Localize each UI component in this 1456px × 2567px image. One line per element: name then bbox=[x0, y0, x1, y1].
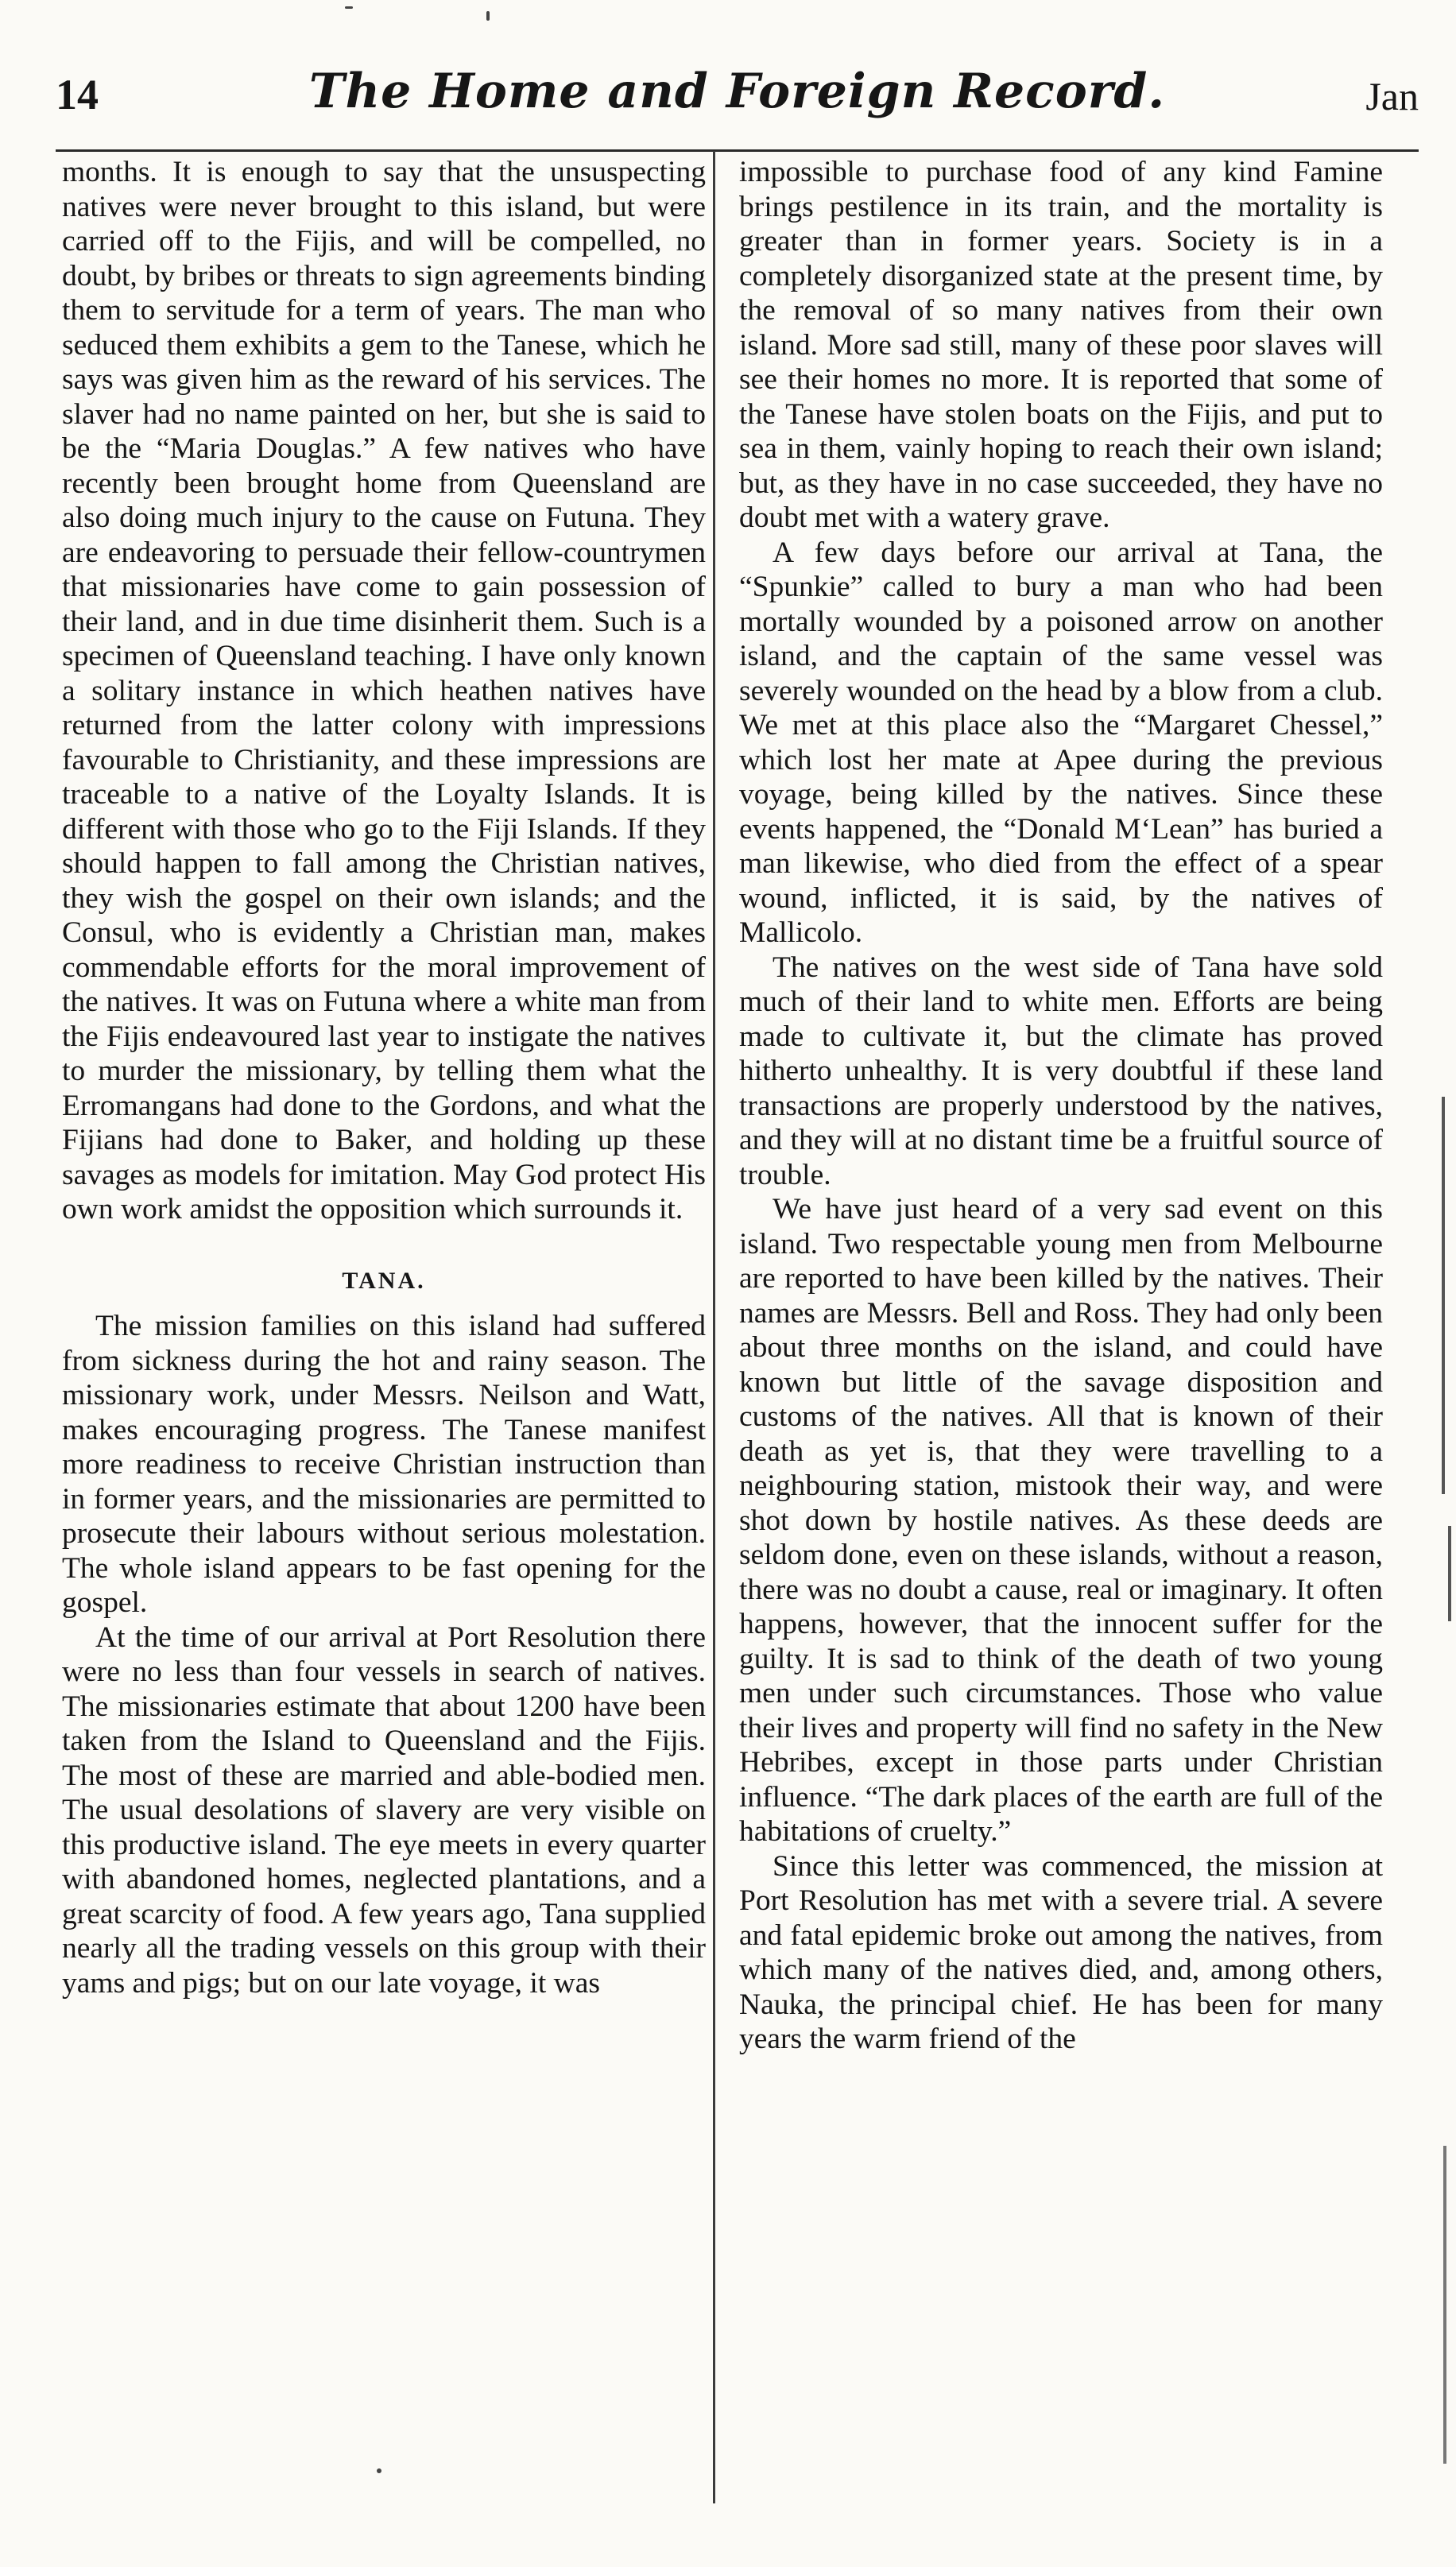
running-title: The Home and Foreign Record. bbox=[308, 64, 1166, 119]
body-paragraph: We have just heard of a very sad event on this island. Two respectable young men from Melbourne are reported to have been killed by the natives. Their names are Messrs. Bell and Ross. They had only been about three months on the island, and could have known but little of the savage disposition and customs of the natives. All that is known of their death as yet is, that they were travelling to a neighbouring station, mistook their way, and were shot down by hostile natives. As these deeds are seldom done, even on these islands, without a reason, there was no doubt a cause, real or imaginary. It often happens, however, that the innocent suffer for the guilty. It is sad to think of the death of two young men under such circumstances. Those who value their lives and property will find no safety in the New Hebribes, except in those parts under Christian influence. “The dark places of the earth are full of the habitations of cruelty.” bbox=[739, 1193, 1383, 1848]
body-paragraph: The natives on the west side of Tana have sold much of their land to white men. Efforts are being made to cultivate it, but the climate has proved hitherto unhealthy. It is very doubtful if these land transactions are properly understood by the natives, and they will at no distant time be a fruitful source of trouble. bbox=[739, 951, 1383, 1191]
page-number: 14 bbox=[56, 71, 99, 118]
binding-edge-mark bbox=[1443, 2146, 1446, 2464]
body-paragraph: months. It is enough to say that the unsuspecting natives were never brought to this island, but were carried off to the Fijis, and will be compelled, no doubt, by bribes or threats to sign agreements binding them to servitude for a term of years. The man who seduced them exhibits a gem to the Tanese, which he says was given him as the reward of his services. The slaver had no name painted on her, but she is said to be the “Maria Douglas.” A few natives who have recently been brought home from Queensland are also doing much injury to the cause on Futuna. They are endeavoring to persuade their fellow-countrymen that missionaries have come to gain possession of their land, and in due time disinherit them. Such is a specimen of Queensland teaching. I have only known a solitary instance in which heathen natives have returned from the latter colony with impressions favourable to Christianity, and these impressions are traceable to a native of the Loyalty Islands. It is different with those who go to the Fiji Islands. If they should happen to fall among the Christian natives, they wish the gospel on their own islands; and the Consul, who is evidently a Christian man, makes commendable efforts for the moral improvement of the natives. It was on Futuna where a white man from the Fijis endeavoured last year to instigate the natives to murder the missionary, by telling them what the Erromangans had done to the Gordons, and what the Fijians had done to Baker, and holding up these savages as models for imitation. May God protect His own work amidst the opposition which surrounds it. bbox=[62, 156, 706, 1225]
body-paragraph: A few days before our arrival at Tana, the “Spunkie” called to bury a man who had been mortally wounded by a poisoned arrow on another island, and the captain of the same vessel was severely wounded on the head by a blow from a club. We met at this place also the “Margaret Chessel,” which lost her mate at Apee during the previous voyage, being killed by the natives. Since these events happened, the “Donald M‘Lean” has buried a man likewise, who died from the effect of a spear wound, inflicted, it is said, by the natives of Mallicolo. bbox=[739, 536, 1383, 949]
body-paragraph: At the time of our arrival at Port Resolution there were no less than four vessels in search of natives. The missionaries estimate that about 1200 have been taken from the Island to Queensland and the Fijis. The most of these are married and able-bodied men. The usual desolations of slavery are very visible on this productive island. The eye meets in every quarter with abandoned homes, neglected plantations, and a great scarcity of food. A few years ago, Tana supplied nearly all the trading vessels on this group with their yams and pigs; but on our late voyage, it was bbox=[62, 1620, 706, 2000]
left-column bbox=[62, 155, 706, 2000]
binding-edge-mark bbox=[1442, 1097, 1445, 1494]
body-paragraph: The mission families on this island had suffered from sickness during the hot and rainy season. The missionary work, under Messrs. Neilson and Watt, makes encouraging progress. The Tanese manifest more readiness to receive Christian instruction than in former years, and the missionaries are permitted to prosecute their labours without serious molestation. The whole island appears to be fast opening for the gospel. bbox=[62, 1310, 706, 1619]
column-divider bbox=[713, 151, 715, 2503]
section-heading-tana: TANA. bbox=[342, 1267, 426, 1294]
header-month: Jan bbox=[1365, 74, 1419, 118]
right-column bbox=[739, 155, 1383, 2057]
scan-speck bbox=[345, 6, 353, 9]
page-header bbox=[56, 56, 1419, 151]
scan-speck bbox=[486, 11, 490, 21]
body-paragraph: Since this letter was commenced, the mission at Port Resolution has met with a severe trial. A severe and fatal epidemic broke out among the natives, from which many of the natives died, and, among others, Nauka, the principal chief. He has been for many years the warm friend of the bbox=[739, 1849, 1383, 2055]
body-paragraph: impossible to purchase food of any kind Famine brings pestilence in its train, and the mortality is greater than in former years. Society is in a completely disorganized state at the present time, by the removal of so many natives from their own island. More sad still, many of these poor slaves will see their homes no more. It is reported that some of the Tanese have stolen boats on the Fijis, and put to sea in them, vainly hoping to reach their own island; but, as they have in no case succeeded, they have no doubt met with a watery grave. bbox=[739, 156, 1383, 534]
header-rule bbox=[56, 149, 1419, 152]
scan-speck bbox=[377, 2468, 381, 2473]
binding-edge-mark bbox=[1448, 1526, 1451, 1621]
